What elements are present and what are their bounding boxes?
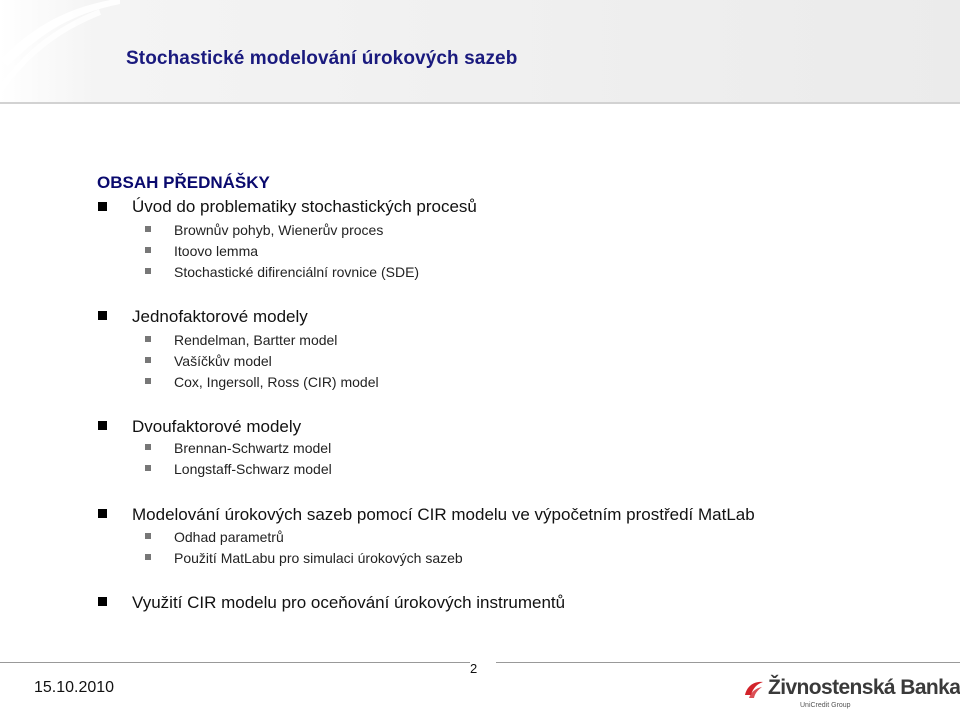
toc-section-label: Úvod do problematiky stochastických procesů — [132, 197, 477, 216]
toc-heading: OBSAH PŘEDNÁŠKY — [97, 173, 270, 192]
sub-bullet-icon — [145, 357, 151, 363]
toc-subitem: Rendelman, Bartter model — [174, 332, 338, 348]
toc-section-label: Dvoufaktorové modely — [132, 417, 302, 436]
slide-header — [0, 0, 960, 103]
toc-section-label: Využití CIR modelu pro oceňování úrokových instrumentů — [132, 593, 566, 612]
toc-subitem: Brownův pohyb, Wienerův proces — [174, 222, 384, 238]
slide-title: Stochastické modelování úrokových sazeb — [126, 48, 518, 69]
sub-bullet-icon — [145, 378, 151, 384]
bullet-icon — [98, 311, 107, 320]
sub-bullet-icon — [145, 247, 151, 253]
page-number: 2 — [470, 661, 478, 676]
bullet-icon — [98, 421, 107, 430]
toc-section-label: Modelování úrokových sazeb pomocí CIR modelu ve výpočetním prostředí MatLab — [132, 505, 755, 524]
sub-bullet-icon — [145, 465, 151, 471]
toc-subitem: Itoovo lemma — [174, 243, 259, 259]
toc-subitem: Longstaff-Schwarz model — [174, 461, 332, 477]
toc-subitem: Cox, Ingersoll, Ross (CIR) model — [174, 374, 379, 390]
toc-subitem: Odhad parametrů — [174, 529, 284, 545]
bank-subtitle: UniCredit Group — [800, 702, 851, 709]
toc-subitem: Vašíčkův model — [174, 353, 272, 369]
footer-divider-left — [0, 662, 470, 663]
bullet-icon — [98, 202, 107, 211]
sub-bullet-icon — [145, 226, 151, 232]
toc-subitem: Brennan-Schwartz model — [174, 440, 332, 456]
sub-bullet-icon — [145, 533, 151, 539]
toc-section-label: Jednofaktorové modely — [132, 307, 308, 326]
sub-bullet-icon — [145, 336, 151, 342]
toc-subitem: Použití MatLabu pro simulaci úrokových sazeb — [174, 550, 463, 566]
bullet-icon — [98, 597, 107, 606]
footer-divider-right — [496, 662, 960, 663]
bank-name: Živnostenská Banka — [768, 676, 960, 699]
bank-logo-mark-icon — [742, 678, 766, 702]
sub-bullet-icon — [145, 444, 151, 450]
header-swoosh-decoration — [0, 0, 120, 103]
sub-bullet-icon — [145, 268, 151, 274]
sub-bullet-icon — [145, 554, 151, 560]
toc-subitem: Stochastické difirenciální rovnice (SDE) — [174, 264, 420, 280]
bank-logo — [742, 674, 960, 710]
bullet-icon — [98, 509, 107, 518]
footer-date: 15.10.2010 — [34, 679, 115, 696]
header-divider — [0, 102, 960, 104]
